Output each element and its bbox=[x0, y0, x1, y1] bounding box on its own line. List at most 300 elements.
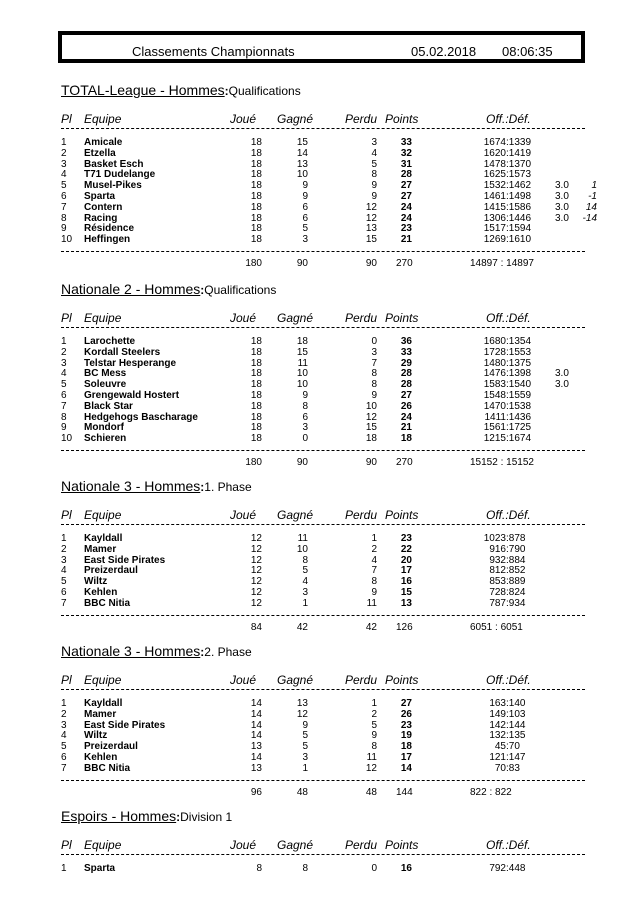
total-offdef: 15152 : 15152 bbox=[470, 457, 534, 468]
won-cell: 9 bbox=[302, 191, 308, 202]
team-cell: Kordall Steelers bbox=[84, 346, 161, 358]
page-header-box bbox=[58, 31, 585, 63]
team-cell: Sparta bbox=[84, 191, 116, 202]
column-header-pl: Pl bbox=[61, 508, 72, 522]
lost-cell: 12 bbox=[365, 762, 377, 774]
column-header-points: Points bbox=[385, 673, 419, 687]
league-phase: Division 1 bbox=[180, 810, 233, 824]
defense-cell: :878 bbox=[506, 533, 526, 544]
league-name: Nationale 3 - Hommes bbox=[61, 478, 201, 494]
lost-cell: 2 bbox=[371, 543, 377, 555]
won-cell: 8 bbox=[302, 554, 308, 566]
rank-cell: 7 bbox=[61, 597, 67, 609]
rank-cell: 7 bbox=[61, 201, 67, 213]
rank-cell: 2 bbox=[61, 147, 67, 159]
column-header-joue: Joué bbox=[230, 112, 257, 126]
defense-cell: :790 bbox=[506, 543, 526, 555]
offense-cell: 728 bbox=[489, 587, 506, 598]
defense-cell: :70 bbox=[506, 741, 520, 753]
defense-cell: :147 bbox=[506, 752, 526, 763]
played-cell: 18 bbox=[250, 180, 262, 192]
lost-cell: 1 bbox=[371, 698, 377, 709]
team-cell: East Side Pirates bbox=[84, 554, 166, 566]
total-won: 48 bbox=[296, 786, 308, 798]
rank-cell: 3 bbox=[61, 158, 67, 170]
offense-cell: 1728 bbox=[483, 346, 506, 358]
points-cell: 23 bbox=[400, 533, 412, 544]
rank-cell: 5 bbox=[61, 379, 67, 391]
points-cell: 17 bbox=[400, 565, 412, 577]
totals-divider bbox=[61, 450, 585, 451]
defense-cell: :1573 bbox=[506, 169, 532, 181]
league-phase: Qualifications bbox=[204, 283, 277, 297]
column-header-pl: Pl bbox=[61, 112, 72, 126]
points-cell: 28 bbox=[400, 169, 412, 181]
won-cell: 9 bbox=[302, 390, 308, 401]
lost-cell: 5 bbox=[371, 719, 377, 731]
totals-row bbox=[0, 788, 638, 799]
points-cell: 33 bbox=[400, 137, 412, 148]
rank-cell: 1 bbox=[61, 698, 67, 709]
offense-cell: 1583 bbox=[483, 379, 506, 391]
column-header-gagne: Gagné bbox=[277, 508, 314, 522]
league-title bbox=[61, 281, 276, 297]
offense-cell: 1674 bbox=[483, 137, 506, 148]
league-title bbox=[61, 82, 301, 98]
offense-cell: 45 bbox=[494, 741, 506, 753]
won-cell: 6 bbox=[302, 212, 308, 224]
lost-cell: 7 bbox=[371, 357, 377, 369]
league-phase: 2. Phase bbox=[204, 645, 252, 659]
league-colon: : bbox=[200, 480, 205, 494]
defense-cell: :1462 bbox=[506, 180, 532, 192]
points-cell: 22 bbox=[400, 543, 412, 555]
team-cell: East Side Pirates bbox=[84, 719, 166, 731]
defense-cell: :448 bbox=[506, 863, 526, 874]
rank-cell: 6 bbox=[61, 752, 67, 763]
team-cell: Mamer bbox=[84, 708, 117, 720]
team-cell: Mamer bbox=[84, 543, 117, 555]
column-header-team: Equipe bbox=[84, 673, 122, 687]
column-header-gagne: Gagné bbox=[277, 673, 314, 687]
defense-cell: :824 bbox=[506, 587, 526, 598]
defense-cell: :1446 bbox=[506, 212, 532, 224]
team-cell: Heffingen bbox=[84, 234, 131, 246]
totals-row bbox=[0, 458, 638, 469]
team-cell: Grengewald Hostert bbox=[84, 390, 180, 401]
table-row bbox=[0, 764, 638, 775]
header-divider bbox=[61, 854, 585, 855]
lost-cell: 11 bbox=[366, 752, 377, 763]
won-cell: 15 bbox=[296, 346, 308, 358]
lost-cell: 4 bbox=[371, 554, 377, 566]
rank-cell: 1 bbox=[61, 863, 67, 874]
defense-cell: :1419 bbox=[506, 147, 532, 159]
totals-divider bbox=[61, 615, 585, 616]
defense-cell: :140 bbox=[506, 698, 526, 709]
points-cell: 14 bbox=[400, 762, 412, 774]
won-cell: 0 bbox=[302, 433, 308, 445]
played-cell: 18 bbox=[250, 234, 262, 246]
offense-cell: 142 bbox=[489, 719, 506, 731]
offense-cell: 1680 bbox=[483, 336, 506, 347]
column-header-team: Equipe bbox=[84, 311, 122, 325]
won-cell: 9 bbox=[302, 719, 308, 731]
defense-cell: :934 bbox=[506, 597, 526, 609]
lost-cell: 12 bbox=[365, 201, 377, 213]
won-cell: 10 bbox=[296, 379, 308, 391]
offense-cell: 1561 bbox=[483, 422, 506, 434]
column-header-pl: Pl bbox=[61, 311, 72, 325]
league-phase: 1. Phase bbox=[204, 480, 252, 494]
lost-cell: 8 bbox=[371, 576, 377, 588]
played-cell: 12 bbox=[250, 576, 262, 588]
points-cell: 27 bbox=[400, 180, 412, 192]
team-cell: Amicale bbox=[84, 137, 123, 148]
points-cell: 24 bbox=[400, 411, 412, 423]
played-cell: 18 bbox=[250, 357, 262, 369]
league-colon: : bbox=[200, 283, 205, 297]
column-header-joue: Joué bbox=[230, 311, 257, 325]
won-cell: 1 bbox=[302, 597, 308, 609]
column-header-joue: Joué bbox=[230, 838, 257, 852]
team-cell: Etzella bbox=[84, 147, 116, 159]
column-header-perdu: Perdu bbox=[345, 673, 378, 687]
played-cell: 13 bbox=[250, 762, 262, 774]
won-cell: 6 bbox=[302, 201, 308, 213]
offense-cell: 1478 bbox=[483, 158, 506, 170]
column-header-team: Equipe bbox=[84, 838, 122, 852]
defense-cell: :1436 bbox=[506, 411, 532, 423]
total-lost: 42 bbox=[365, 621, 377, 633]
lost-cell: 3 bbox=[371, 346, 377, 358]
tiebreak-diff-cell: -14 bbox=[582, 212, 597, 224]
total-lost: 48 bbox=[365, 786, 377, 798]
offense-cell: 916 bbox=[489, 543, 506, 555]
header-time: 08:06:35 bbox=[502, 44, 553, 59]
lost-cell: 18 bbox=[365, 433, 377, 445]
points-cell: 17 bbox=[400, 752, 412, 763]
team-cell: Mondorf bbox=[84, 422, 124, 434]
lost-cell: 15 bbox=[365, 422, 377, 434]
defense-cell: :1498 bbox=[506, 191, 532, 202]
points-cell: 16 bbox=[400, 863, 412, 874]
offense-cell: 163 bbox=[489, 698, 506, 709]
played-cell: 18 bbox=[250, 422, 262, 434]
played-cell: 14 bbox=[250, 752, 262, 763]
team-cell: Résidence bbox=[84, 223, 135, 235]
won-cell: 4 bbox=[302, 576, 308, 588]
points-cell: 13 bbox=[400, 597, 412, 609]
team-cell: Kayldall bbox=[84, 698, 123, 709]
played-cell: 18 bbox=[250, 390, 262, 401]
total-played: 96 bbox=[250, 786, 262, 798]
rank-cell: 5 bbox=[61, 180, 67, 192]
defense-cell: :889 bbox=[506, 576, 526, 588]
total-played: 180 bbox=[245, 457, 262, 468]
column-header-gagne: Gagné bbox=[277, 311, 314, 325]
defense-cell: :1398 bbox=[506, 368, 532, 380]
rank-cell: 1 bbox=[61, 533, 67, 544]
tiebreak-cell: 3.0 bbox=[555, 379, 569, 391]
table-row bbox=[0, 599, 638, 610]
won-cell: 3 bbox=[302, 234, 308, 246]
won-cell: 15 bbox=[296, 137, 308, 148]
total-points: 126 bbox=[396, 621, 413, 633]
lost-cell: 9 bbox=[371, 180, 377, 192]
lost-cell: 13 bbox=[365, 223, 377, 235]
played-cell: 14 bbox=[250, 730, 262, 742]
points-cell: 27 bbox=[400, 698, 412, 709]
points-cell: 23 bbox=[400, 719, 412, 731]
team-cell: Wiltz bbox=[84, 730, 108, 742]
league-title bbox=[61, 643, 252, 659]
team-cell: BBC Nitia bbox=[84, 762, 131, 774]
points-cell: 18 bbox=[400, 433, 412, 445]
tiebreak-cell: 3.0 bbox=[555, 180, 569, 192]
won-cell: 1 bbox=[302, 762, 308, 774]
column-header-gagne: Gagné bbox=[277, 112, 314, 126]
offense-cell: 1215 bbox=[483, 433, 506, 445]
defense-cell: :1339 bbox=[506, 137, 532, 148]
offense-cell: 1023 bbox=[483, 533, 506, 544]
won-cell: 5 bbox=[302, 741, 308, 753]
lost-cell: 7 bbox=[371, 565, 377, 577]
won-cell: 5 bbox=[302, 730, 308, 742]
header-title: Classements Championnats bbox=[132, 44, 295, 59]
points-cell: 20 bbox=[400, 554, 412, 566]
column-header-team: Equipe bbox=[84, 112, 122, 126]
won-cell: 3 bbox=[302, 422, 308, 434]
played-cell: 13 bbox=[250, 741, 262, 753]
table-row bbox=[0, 710, 638, 721]
rank-cell: 5 bbox=[61, 576, 67, 588]
lost-cell: 8 bbox=[371, 379, 377, 391]
rank-cell: 3 bbox=[61, 357, 67, 369]
rank-cell: 8 bbox=[61, 411, 67, 423]
offense-cell: 1620 bbox=[483, 147, 506, 159]
won-cell: 10 bbox=[296, 368, 308, 380]
rank-cell: 5 bbox=[61, 741, 67, 753]
column-header-perdu: Perdu bbox=[345, 311, 378, 325]
points-cell: 16 bbox=[400, 576, 412, 588]
tiebreak-diff-cell: 14 bbox=[585, 201, 597, 213]
total-won: 90 bbox=[296, 258, 308, 269]
played-cell: 12 bbox=[250, 554, 262, 566]
points-cell: 27 bbox=[400, 390, 412, 401]
team-cell: Preizerdaul bbox=[84, 565, 138, 577]
league-colon: : bbox=[224, 84, 229, 98]
played-cell: 14 bbox=[250, 719, 262, 731]
lost-cell: 12 bbox=[365, 212, 377, 224]
defense-cell: :1540 bbox=[506, 379, 532, 391]
offense-cell: 1548 bbox=[483, 390, 506, 401]
lost-cell: 11 bbox=[366, 597, 377, 609]
team-cell: Kehlen bbox=[84, 752, 118, 763]
lost-cell: 15 bbox=[365, 234, 377, 246]
lost-cell: 9 bbox=[371, 587, 377, 598]
league-name: Espoirs - Hommes bbox=[61, 808, 177, 824]
team-cell: Black Star bbox=[84, 400, 133, 412]
total-won: 42 bbox=[296, 621, 308, 633]
offense-cell: 1470 bbox=[483, 400, 506, 412]
won-cell: 8 bbox=[302, 400, 308, 412]
team-cell: Contern bbox=[84, 201, 123, 213]
played-cell: 12 bbox=[250, 533, 262, 544]
offense-cell: 932 bbox=[489, 554, 506, 566]
played-cell: 12 bbox=[250, 597, 262, 609]
offense-cell: 1517 bbox=[483, 223, 506, 235]
won-cell: 5 bbox=[302, 565, 308, 577]
won-cell: 3 bbox=[302, 752, 308, 763]
offense-cell: 1625 bbox=[483, 169, 506, 181]
rank-cell: 6 bbox=[61, 390, 67, 401]
rank-cell: 1 bbox=[61, 137, 67, 148]
points-cell: 24 bbox=[400, 201, 412, 213]
played-cell: 18 bbox=[250, 158, 262, 170]
lost-cell: 9 bbox=[371, 390, 377, 401]
totals-row bbox=[0, 259, 638, 270]
total-offdef: 14897 : 14897 bbox=[470, 258, 534, 269]
won-cell: 5 bbox=[302, 223, 308, 235]
team-cell: Kehlen bbox=[84, 587, 118, 598]
rank-cell: 4 bbox=[61, 565, 67, 577]
points-cell: 15 bbox=[400, 587, 412, 598]
offense-cell: 787 bbox=[489, 597, 506, 609]
offense-cell: 1306 bbox=[483, 212, 506, 224]
header-date: 05.02.2018 bbox=[411, 44, 477, 59]
header-divider bbox=[61, 128, 585, 129]
team-cell: Larochette bbox=[84, 336, 136, 347]
rank-cell: 4 bbox=[61, 368, 67, 380]
played-cell: 18 bbox=[250, 433, 262, 445]
rank-cell: 7 bbox=[61, 400, 67, 412]
lost-cell: 2 bbox=[371, 708, 377, 720]
league-title bbox=[61, 808, 232, 824]
column-header-offdef: Off.:Déf. bbox=[486, 673, 531, 687]
rank-cell: 9 bbox=[61, 223, 67, 235]
tiebreak-diff-cell: 1 bbox=[591, 180, 597, 192]
league-phase: Qualifications bbox=[228, 84, 301, 98]
offense-cell: 1532 bbox=[483, 180, 506, 192]
defense-cell: :884 bbox=[506, 554, 526, 566]
rank-cell: 3 bbox=[61, 554, 67, 566]
team-cell: Kayldall bbox=[84, 533, 123, 544]
league-title bbox=[61, 478, 252, 494]
total-won: 90 bbox=[296, 457, 308, 468]
defense-cell: :1375 bbox=[506, 357, 532, 369]
defense-cell: :1586 bbox=[506, 201, 532, 213]
total-offdef: 6051 : 6051 bbox=[470, 621, 523, 633]
total-lost: 90 bbox=[365, 457, 377, 468]
team-cell: BBC Nitia bbox=[84, 597, 131, 609]
team-cell: Soleuvre bbox=[84, 379, 127, 391]
rank-cell: 9 bbox=[61, 422, 67, 434]
totals-row bbox=[0, 623, 638, 634]
offense-cell: 1480 bbox=[483, 357, 506, 369]
played-cell: 18 bbox=[250, 379, 262, 391]
defense-cell: :83 bbox=[506, 762, 520, 774]
league-name: TOTAL-League - Hommes bbox=[61, 82, 225, 98]
played-cell: 12 bbox=[250, 543, 262, 555]
lost-cell: 10 bbox=[365, 400, 377, 412]
defense-cell: :1370 bbox=[506, 158, 532, 170]
played-cell: 18 bbox=[250, 201, 262, 213]
team-cell: Preizerdaul bbox=[84, 741, 138, 753]
played-cell: 12 bbox=[250, 565, 262, 577]
column-header-offdef: Off.:Déf. bbox=[486, 508, 531, 522]
total-played: 180 bbox=[245, 258, 262, 269]
won-cell: 13 bbox=[296, 698, 308, 709]
defense-cell: :144 bbox=[506, 719, 526, 731]
column-header-pl: Pl bbox=[61, 673, 72, 687]
played-cell: 18 bbox=[250, 137, 262, 148]
won-cell: 18 bbox=[296, 336, 308, 347]
played-cell: 18 bbox=[250, 147, 262, 159]
offense-cell: 1269 bbox=[483, 234, 506, 246]
league-colon: : bbox=[176, 810, 181, 824]
total-offdef: 822 : 822 bbox=[470, 786, 512, 798]
column-header-points: Points bbox=[385, 838, 419, 852]
column-header-points: Points bbox=[385, 311, 419, 325]
defense-cell: :1725 bbox=[506, 422, 532, 434]
played-cell: 18 bbox=[250, 169, 262, 181]
offense-cell: 132 bbox=[489, 730, 506, 742]
lost-cell: 9 bbox=[371, 191, 377, 202]
won-cell: 11 bbox=[297, 533, 308, 544]
column-header-gagne: Gagné bbox=[277, 838, 314, 852]
team-cell: Musel-Pikes bbox=[84, 180, 142, 192]
column-header-pl: Pl bbox=[61, 838, 72, 852]
points-cell: 32 bbox=[400, 147, 412, 159]
league-name: Nationale 2 - Hommes bbox=[61, 281, 201, 297]
header-divider bbox=[61, 524, 585, 525]
rank-cell: 10 bbox=[61, 234, 73, 246]
won-cell: 11 bbox=[297, 357, 308, 369]
played-cell: 18 bbox=[250, 346, 262, 358]
table-row bbox=[0, 434, 638, 445]
points-cell: 26 bbox=[400, 708, 412, 720]
won-cell: 14 bbox=[296, 147, 308, 159]
total-points: 270 bbox=[396, 457, 413, 468]
lost-cell: 8 bbox=[371, 368, 377, 380]
lost-cell: 0 bbox=[371, 336, 377, 347]
lost-cell: 5 bbox=[371, 158, 377, 170]
column-header-offdef: Off.:Déf. bbox=[486, 112, 531, 126]
defense-cell: :1538 bbox=[506, 400, 532, 412]
offense-cell: 121 bbox=[489, 752, 506, 763]
table-row bbox=[0, 864, 638, 875]
points-cell: 18 bbox=[400, 741, 412, 753]
lost-cell: 12 bbox=[365, 411, 377, 423]
team-cell: Basket Esch bbox=[84, 158, 144, 170]
column-header-perdu: Perdu bbox=[345, 508, 378, 522]
tiebreak-diff-cell: -1 bbox=[588, 191, 597, 202]
played-cell: 18 bbox=[250, 411, 262, 423]
points-cell: 33 bbox=[400, 346, 412, 358]
won-cell: 8 bbox=[302, 863, 308, 874]
played-cell: 18 bbox=[250, 336, 262, 347]
table-row bbox=[0, 348, 638, 359]
points-cell: 26 bbox=[400, 400, 412, 412]
points-cell: 29 bbox=[400, 357, 412, 369]
header-divider bbox=[61, 327, 585, 328]
rank-cell: 8 bbox=[61, 212, 67, 224]
tiebreak-cell: 3.0 bbox=[555, 368, 569, 380]
column-header-offdef: Off.:Déf. bbox=[486, 311, 531, 325]
played-cell: 18 bbox=[250, 223, 262, 235]
team-cell: BC Mess bbox=[84, 368, 127, 380]
